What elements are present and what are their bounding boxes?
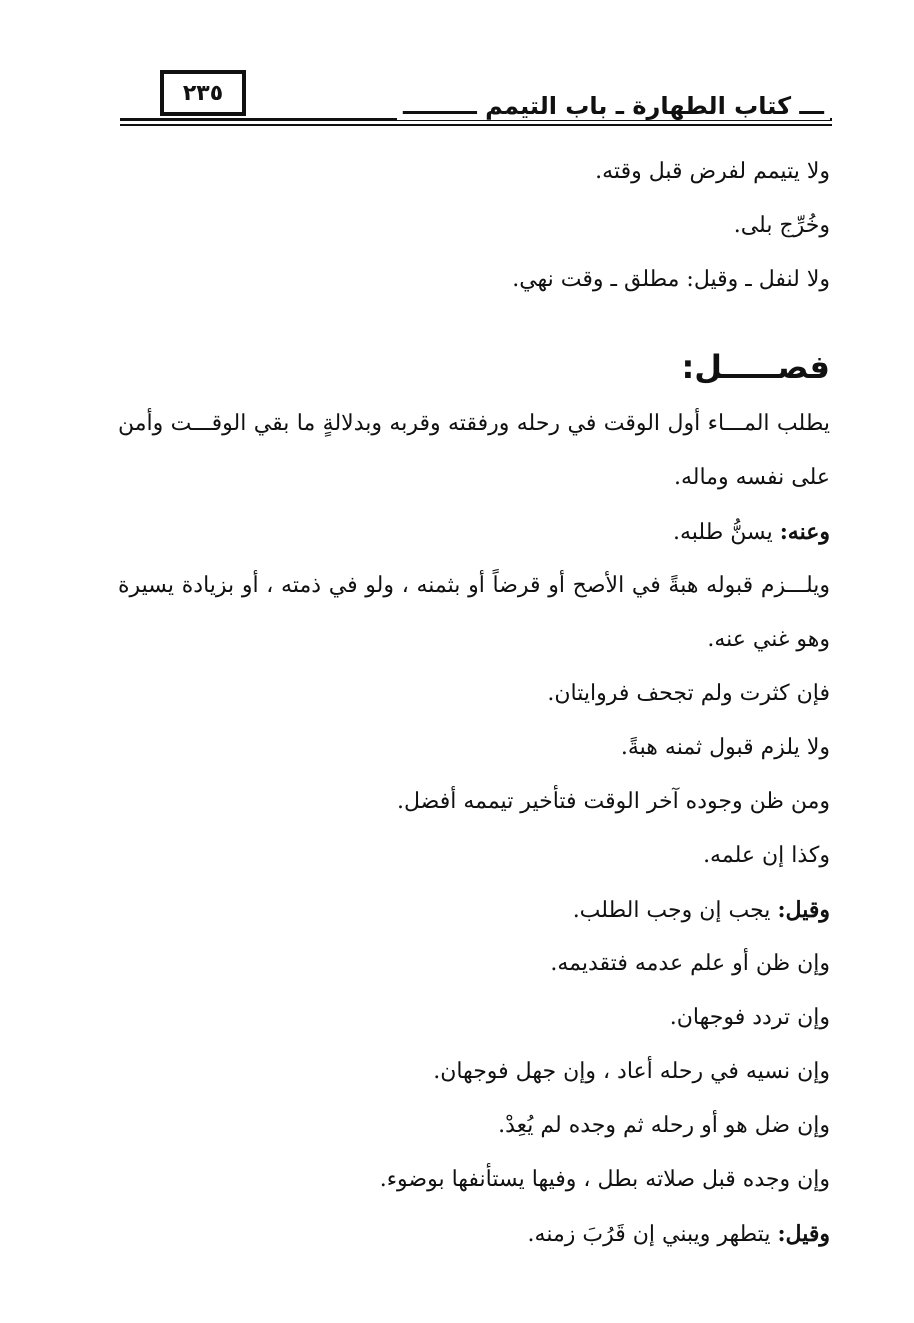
line-rest: يجب إن وجب الطلب. [572,898,778,923]
text-line [118,505,830,559]
text-line: ويلـــزم قبوله هبةً في الأصح أو قرضاً أو بثمنه ، ولو في ذمته ، أو بزيادة يسيرة [118,573,830,598]
text-line [118,883,830,937]
text-line: وإن تردد فوجهان. [669,1005,830,1030]
header-rule-thin [120,124,832,126]
text-line: وهو غني عنه. [707,627,830,652]
lead-word: وقيل: [777,897,830,923]
text-line: فإن كثرت ولم تجحف فروايتان. [547,681,830,706]
lead-word: وقيل: [777,1221,830,1247]
running-head: ـــ كتاب الطهارة ـ باب التيمم ـــــــــ [397,92,830,120]
text-line: وخُرِّج بلى. [733,213,830,238]
page-number: ٢٣٥ [160,70,246,116]
text-line: يطلب المـــاء أول الوقت في رحله ورفقته وقربه وبدلالةٍ ما بقي الوقـــت وأمن [118,411,830,436]
text-line: وإن نسيه في رحله أعاد ، وإن جهل فوجهان. [433,1059,830,1084]
text-line: ولا يتيمم لفرض قبل وقته. [595,159,830,184]
page-body [118,145,830,1261]
text-line: وإن وجده قبل صلاته بطل ، وفيها يستأنفها بوضوء. [379,1167,830,1192]
text-line: ولا يلزم قبول ثمنه هبةً. [620,735,830,760]
line-rest: يسنُّ طلبه. [672,520,780,545]
text-line: وإن ظن أو علم عدمه فتقديمه. [550,951,830,976]
text-line: على نفسه وماله. [673,465,830,490]
lead-word: وعنه: [779,519,830,545]
text-line: وكذا إن علمه. [703,843,830,868]
text-line: وإن ضل هو أو رحله ثم وجده لم يُعِدْ. [498,1113,830,1138]
section-title: فصـــــل: [681,348,830,386]
page-header [0,0,914,140]
text-line [118,1207,830,1261]
text-line: ولا لنفل ـ وقيل: مطلق ـ وقت نهي. [512,267,830,292]
line-rest: يتطهر ويبني إن قَرُبَ زمنه. [527,1222,778,1247]
text-line: ومن ظن وجوده آخر الوقت فتأخير تيممه أفضل. [396,789,830,814]
section-spacer [118,307,830,337]
